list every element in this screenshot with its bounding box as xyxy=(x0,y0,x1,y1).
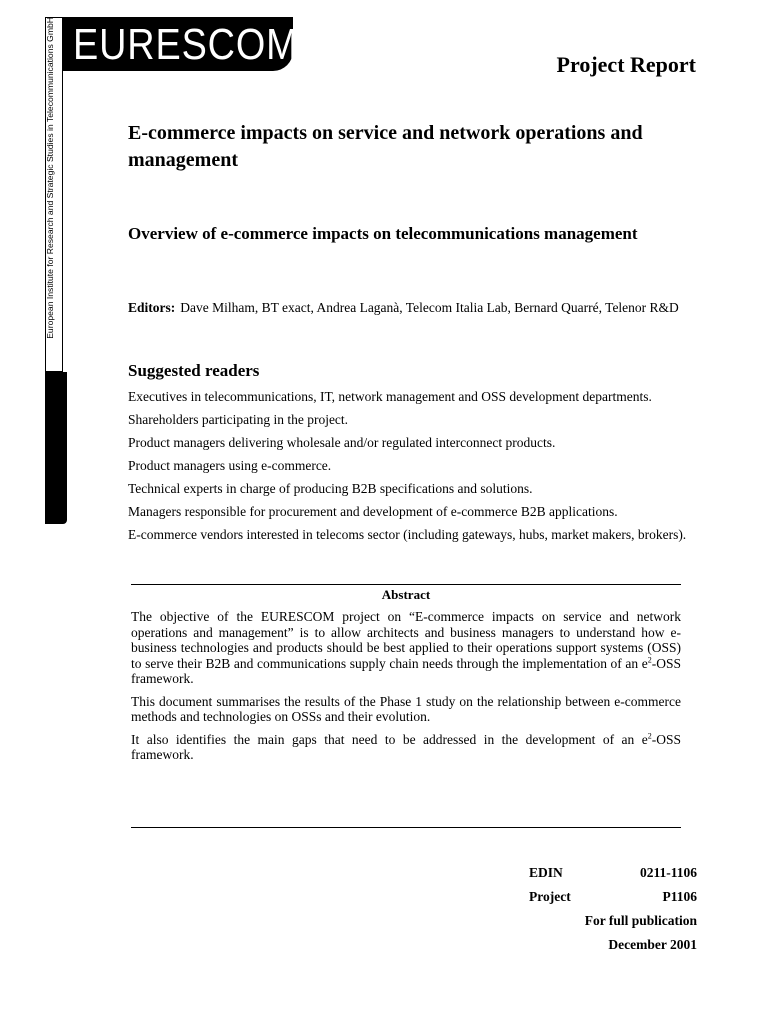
project-value: P1106 xyxy=(662,889,697,904)
project-row xyxy=(529,885,697,909)
publication-date: December 2001 xyxy=(608,937,697,952)
project-label: Project xyxy=(529,889,571,904)
document-metadata xyxy=(529,861,697,957)
reader-item: E-commerce vendors interested in telecoms sector (including gateways, hubs, market makers, brokers). xyxy=(128,527,687,542)
suggested-readers-list xyxy=(128,388,698,549)
reader-item: Managers responsible for procurement and development of e-commerce B2B applications. xyxy=(128,504,618,519)
abstract-paragraph-1: The objective of the EURESCOM project on “E-commerce impacts on service and network operations and management” is to allow architects and business managers to understand how e-business technologies and products should be best applied to their operations support systems (OSS) to serve their B2B and communications supply chain needs through the implementation of an $e^2$-OSS framework. xyxy=(131,609,681,686)
abstract-paragraph-3: It also identifies the main gaps that need to be addressed in the development of an $e^2$-OSS framework. xyxy=(131,731,681,762)
publication-type: For full publication xyxy=(584,913,697,928)
abstract-body xyxy=(131,609,681,770)
eurescom-logo xyxy=(63,17,299,71)
abstract-top-rule xyxy=(131,584,681,585)
reader-item: Product managers delivering wholesale and/or regulated interconnect products. xyxy=(128,435,556,450)
date-row xyxy=(529,933,697,957)
logo-text: EURESCOM xyxy=(73,20,299,69)
editors-names: Dave Milham, BT exact, Andrea Laganà, Telecom Italia Lab, Bernard Quarré, Telenor R&D xyxy=(180,300,679,315)
publication-row xyxy=(529,909,697,933)
edin-label: EDIN xyxy=(529,865,563,880)
abstract-paragraph-2: This document summarises the results of the Phase 1 study on the relationship between e-commerce methods and technologies on OSSs and their evolution. xyxy=(131,693,681,724)
document-subtitle: Overview of e-commerce impacts on telecommunications management xyxy=(128,224,638,243)
reader-item: Technical experts in charge of producing B2B specifications and solutions. xyxy=(128,481,533,496)
institute-name-vertical: European Institute for Research and Strategic Studies in Telecommunications GmbH xyxy=(45,17,55,339)
abstract-bottom-rule xyxy=(131,827,681,828)
document-title: E-commerce impacts on service and network operations and management xyxy=(128,122,643,171)
editors xyxy=(128,299,698,316)
edin-row xyxy=(529,861,697,885)
edin-value: 0211-1106 xyxy=(639,865,697,880)
logo-side-bar xyxy=(45,372,67,524)
abstract-heading: Abstract xyxy=(381,587,431,602)
reader-item: Executives in telecommunications, IT, network management and OSS development departments. xyxy=(128,389,652,404)
suggested-readers-heading: Suggested readers xyxy=(128,361,260,380)
reader-item: Shareholders participating in the project. xyxy=(128,412,349,427)
reader-item: Product managers using e-commerce. xyxy=(128,458,332,473)
report-type: Project Report xyxy=(556,52,696,77)
editors-label: Editors: xyxy=(128,300,176,315)
